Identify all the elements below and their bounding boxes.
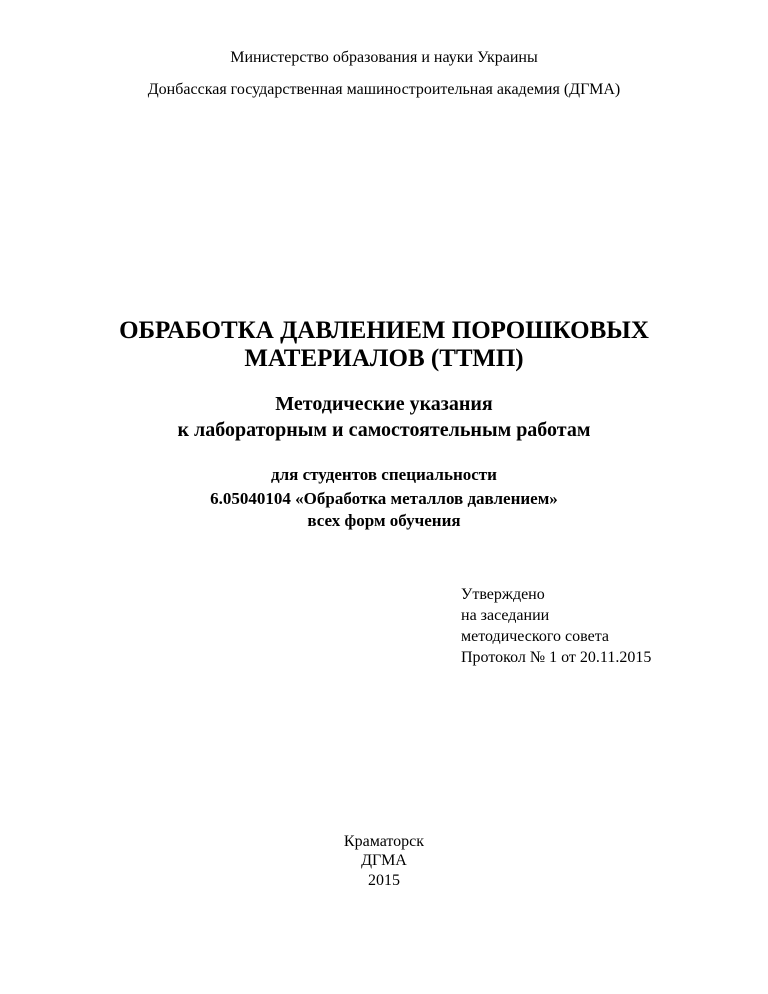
approval-line-3: методического совета — [461, 628, 609, 645]
audience-line-3: всех форм обучения — [307, 511, 461, 530]
ministry-name: Министерство образования и науки Украины — [230, 49, 538, 66]
audience-line-1: для студентов специальности — [271, 465, 497, 484]
approval-line-2: на заседании — [461, 607, 550, 624]
approval-line-1: Утверждено — [461, 586, 545, 603]
audience-line-2: 6.05040104 «Обработка металлов давлением» — [210, 489, 558, 508]
document-subtitle-line-1: Методические указания — [275, 393, 493, 415]
document-title-line-1: ОБРАБОТКА ДАВЛЕНИЕМ ПОРОШКОВЫХ — [119, 317, 649, 344]
approval-protocol: Протокол № 1 от 20.11.2015 — [461, 649, 652, 666]
publication-city: Краматорск — [343, 833, 425, 850]
document-subtitle-line-2: к лабораторным и самостоятельным работам — [177, 419, 591, 441]
publication-year: 2015 — [368, 872, 400, 889]
academy-name: Донбасская государственная машиностроительная академия (ДГМА) — [147, 81, 621, 98]
approval-block — [461, 584, 651, 668]
document-title-line-2: МАТЕРИАЛОВ (ТТМП) — [244, 345, 524, 372]
publisher-name: ДГМА — [361, 852, 407, 869]
